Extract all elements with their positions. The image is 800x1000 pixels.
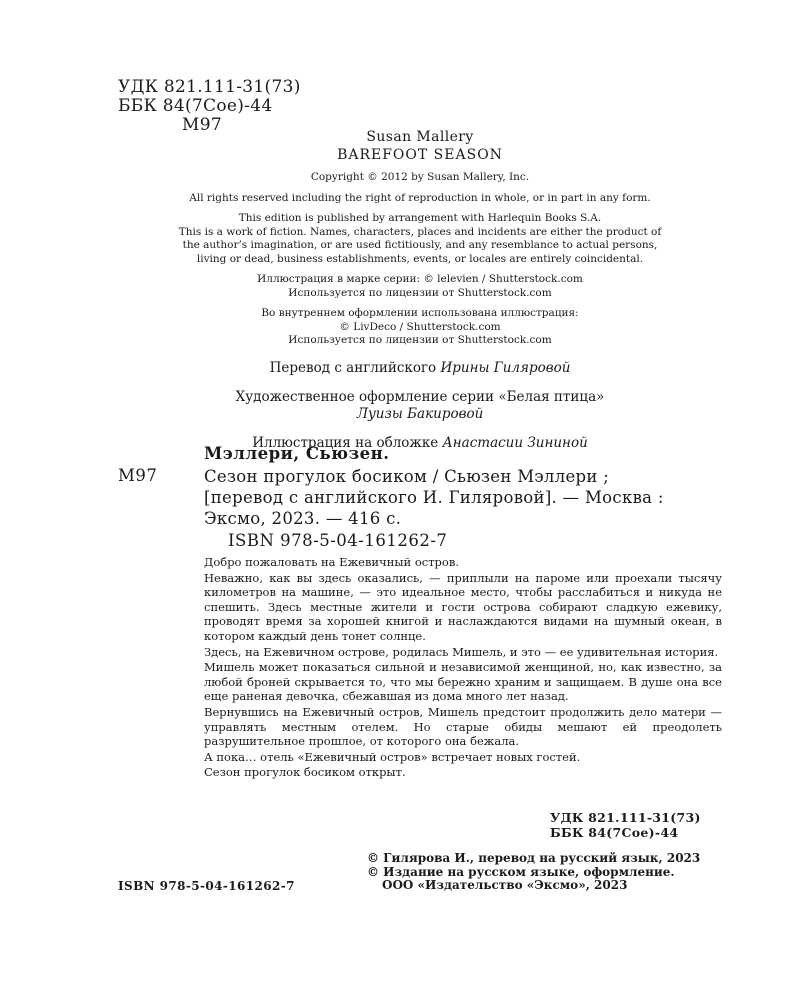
annotation-paragraph: Мишель может показаться сильной и независимой женщиной, но, как известно, за любой броней скрывается то, что мы бережно храним и защищаем. В душе она все еще раненая девочка, сбежавшая из дома много лет назад. xyxy=(204,660,722,704)
card-author-sign: М97 xyxy=(118,466,158,485)
cover-artist: Анастасии Зининой xyxy=(442,434,588,451)
inner-illustration-source: © LivDeco / Shutterstock.com xyxy=(339,320,501,333)
fiction-notice-line: the author’s imagination, or are used fictitiously, and any resemblance to actual persons, xyxy=(182,239,658,251)
translator-name: Ирины Гиляровой xyxy=(440,359,571,376)
series-mark-illustration-credit: Иллюстрация в марке серии: © lelevien / Shutterstock.com xyxy=(257,273,583,285)
fiction-notice-line: living or dead, business establishments, events, or locales are entirely coincidental. xyxy=(196,252,644,265)
catalog-card xyxy=(118,444,722,780)
series-designer-name xyxy=(118,406,722,423)
annotation xyxy=(204,555,722,780)
card-description-line: Эксмо, 2023. — 416 с. xyxy=(204,509,402,528)
annotation-paragraph: Вернувшись на Ежевичный остров, Мишель предстоит продолжить дело матери — управлять местным отелем. Но старые обиды мешают ей преодолеть разрушительное прошлое, от которого она бежала. xyxy=(204,704,722,749)
copyright-notice: Copyright © 2012 by Susan Mallery, Inc. xyxy=(310,171,530,183)
bbk-code: ББК 84(7Сое)-44 xyxy=(118,96,273,116)
edition-notice: This edition is published by arrangement with Harlequin Books S.A. xyxy=(238,212,602,224)
original-author: Susan Mallery xyxy=(366,129,474,145)
annotation-paragraph: Добро пожаловать на Ежевичный остров. xyxy=(204,555,459,569)
card-description-line: Сезон прогулок босиком / Сьюзен Мэллери ; xyxy=(204,467,610,486)
original-title: BAREFOOT SEASON xyxy=(337,147,503,163)
cover-label: Иллюстрация на обложке xyxy=(252,434,439,451)
bottom-bbk: ББК 84(7Сое)-44 xyxy=(550,825,679,840)
fiction-notice-line: This is a work of fiction. Names, characters, places and incidents are either the product of xyxy=(178,225,662,238)
copyright-block xyxy=(367,852,700,893)
card-description-row xyxy=(118,466,722,529)
annotation-paragraph: Сезон прогулок босиком открыт. xyxy=(204,765,406,780)
rights-notice: All rights reserved including the right of reproduction in whole, or in part in any form. xyxy=(189,191,651,204)
card-heading: Мэллери, Сьюзен. xyxy=(204,444,390,463)
annotation-paragraph: А пока… отель «Ежевичный остров» встречает новых гостей. xyxy=(204,749,581,764)
publisher-copyright: ООО «Издательство «Эксмо», 2023 xyxy=(382,878,628,892)
translation-copyright: © Гилярова И., перевод на русский язык, 2023 xyxy=(367,851,701,865)
card-description-line: [перевод с английского И. Гиляровой]. — Москва : xyxy=(204,488,664,507)
inner-illustration-credit: Во внутреннем оформлении использована иллюстрация: xyxy=(261,307,579,319)
udk-code: УДК 821.111-31(73) xyxy=(118,77,301,97)
credits-block xyxy=(118,128,722,452)
translator-label: Перевод с английского xyxy=(269,359,437,376)
license-line: Используется по лицензии от Shutterstock.com xyxy=(288,334,552,346)
license-line: Используется по лицензии от Shutterstock.com xyxy=(288,286,552,299)
author-sign-code: М97 xyxy=(182,115,222,135)
edition-copyright: © Издание на русском языке, оформление. xyxy=(367,864,675,879)
translator-credit xyxy=(118,360,722,377)
classification-block xyxy=(118,78,301,135)
bottom-udk: УДК 821.111-31(73) xyxy=(550,810,701,825)
series-designer: Луизы Бакировой xyxy=(356,405,484,422)
annotation-paragraph: Неважно, как вы здесь оказались, — приплыли на пароме или проехали тысячу километров на машине, — это идеальное место, чтобы расслабиться и никуда не спешить. Здесь местные жители и гости острова собирают сладкую ежевику, проводят время за хорошей книгой и наслаждаются видами на шумный океан, в котором каждый день тонет солнце. xyxy=(204,570,722,643)
isbn-bottom: ISBN 978-5-04-161262-7 xyxy=(118,879,295,893)
annotation-paragraph: Здесь, на Ежевичном острове, родилась Мишель, и это — ее удивительная история. xyxy=(204,644,719,659)
card-isbn: ISBN 978-5-04-161262-7 xyxy=(228,531,448,550)
bottom-classification xyxy=(550,810,701,840)
series-design-credit: Художественное оформление серии «Белая птица» xyxy=(235,388,605,405)
